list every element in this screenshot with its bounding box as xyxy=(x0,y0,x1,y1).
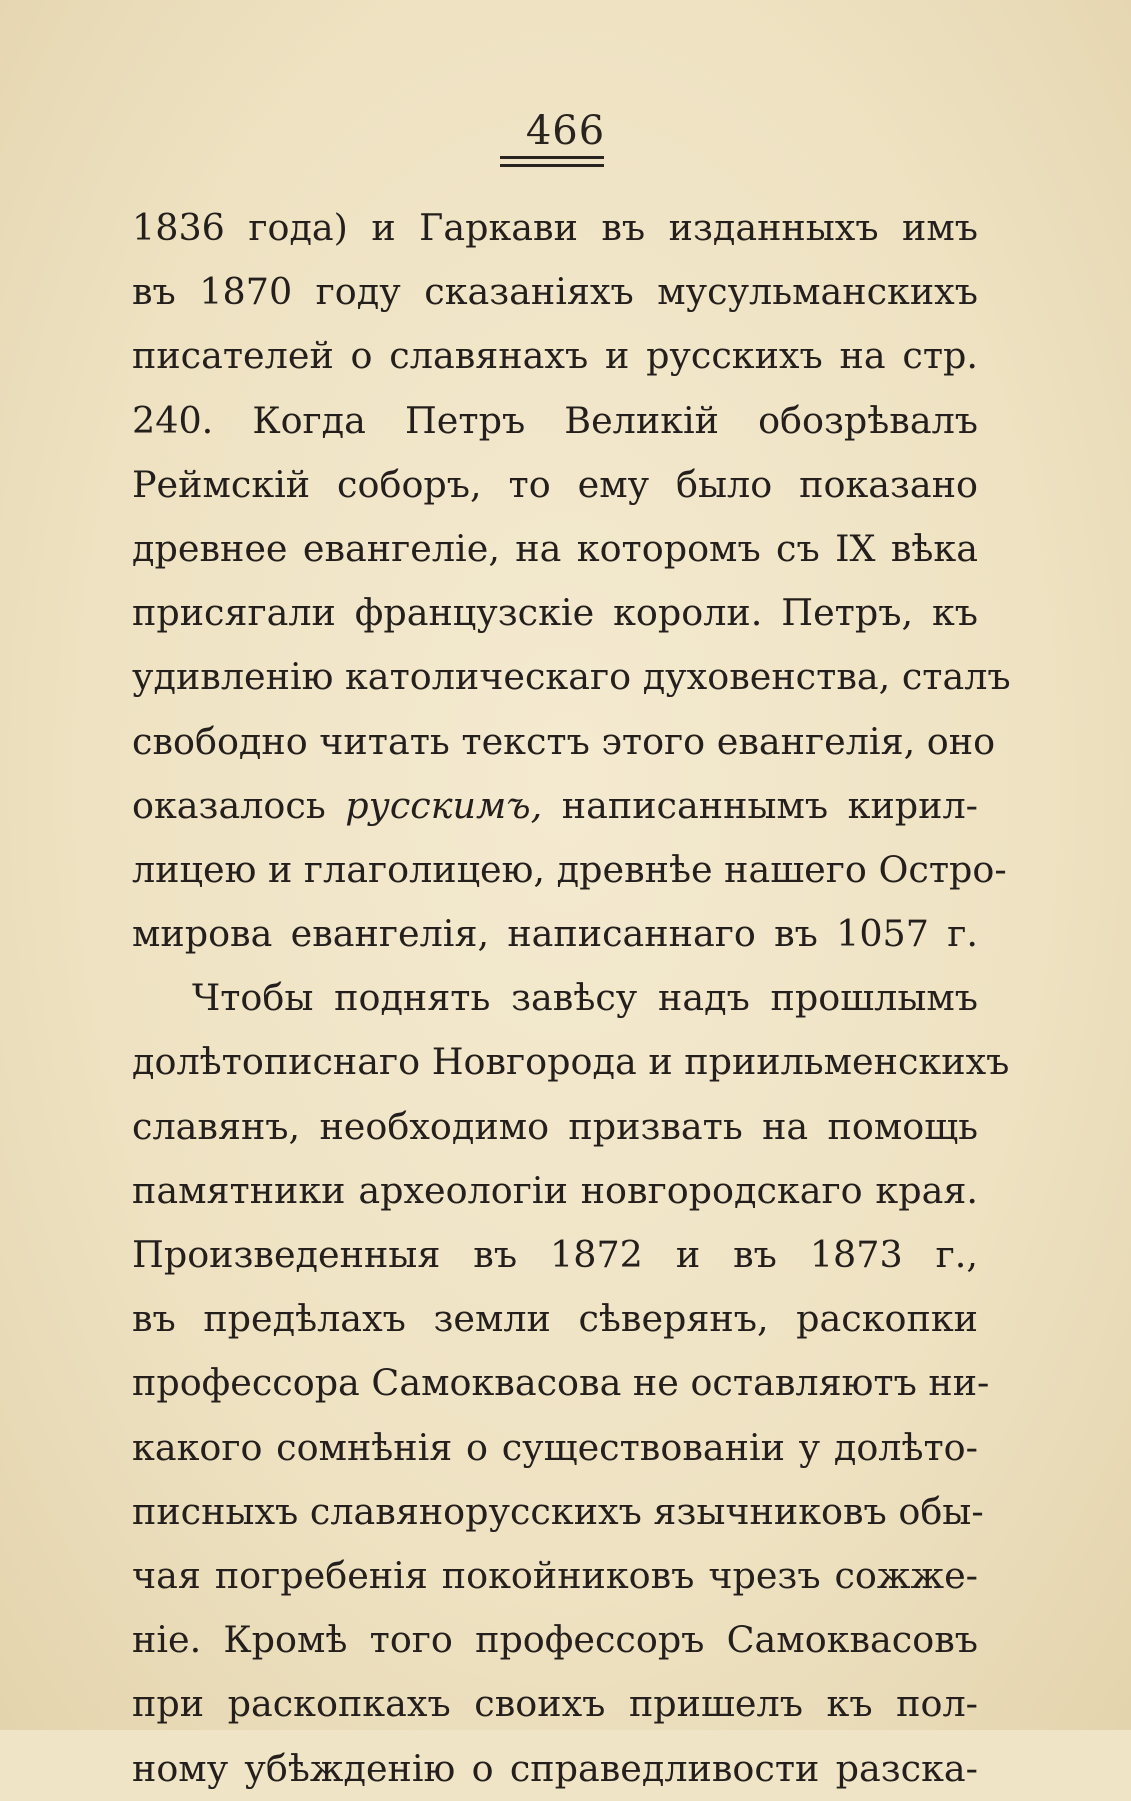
text-line: памятники археологіи новгородскаго края. xyxy=(132,1168,978,1212)
text-line: долѣтописнаго Новгорода и приильменскихъ xyxy=(132,1040,1010,1084)
text-line: славянъ, необходимо призвать на помощь xyxy=(132,1104,978,1148)
text-line: писателей о славянахъ и русскихъ на стр. xyxy=(132,334,978,378)
text-line-with-emphasis xyxy=(132,774,978,838)
text-line: въ предѣлахъ земли сѣверянъ, раскопки xyxy=(132,1297,978,1341)
paragraph-start-line: Чтобы поднять завѣсу надъ прошлымъ xyxy=(192,976,978,1020)
text-line: какого сомнѣнія о существованіи у долѣто- xyxy=(132,1425,978,1469)
text-line: древнее евангеліе, на которомъ съ IX вѣка xyxy=(132,526,978,570)
text-line: лицею и глаголицею, древнѣе нашего Остро- xyxy=(132,847,1007,891)
emphasized-word: русскимъ, xyxy=(345,783,543,827)
text-line: ніе. Кромѣ того профессоръ Самоквасовъ xyxy=(132,1618,978,1662)
header-rule xyxy=(500,164,604,167)
text-line: профессора Самоквасова не оставляютъ ни- xyxy=(132,1361,990,1405)
text-segment: написаннымъ кирил- xyxy=(542,783,978,827)
text-line: ному убѣжденію о справедливости разска- xyxy=(132,1746,978,1790)
text-line: Произведенныя въ 1872 и въ 1873 г., xyxy=(132,1233,978,1276)
text-line: присягали французскіе короли. Петръ, къ xyxy=(132,591,978,635)
text-line: удивленію католическаго духовенства, сталъ xyxy=(132,655,1011,699)
text-line: 240. Когда Петръ Великій обозрѣвалъ xyxy=(132,398,978,442)
text-line: чая погребенія покойниковъ чрезъ сожже- xyxy=(132,1553,978,1597)
text-line: при раскопкахъ своихъ пришелъ къ пол- xyxy=(132,1682,978,1726)
text-line: въ 1870 году сказаніяхъ мусульманскихъ xyxy=(132,270,978,314)
text-line: свободно читать текстъ этого евангелія, оно xyxy=(132,719,996,763)
text-line: 1836 года) и Гаркави въ изданныхъ имъ xyxy=(132,206,978,249)
page-number: 466 xyxy=(525,108,606,154)
text-line: мирова евангелія, написаннаго въ 1057 г. xyxy=(132,912,978,956)
body-text xyxy=(132,196,1011,1801)
header-rule xyxy=(500,156,604,159)
text-segment: оказалось xyxy=(132,783,346,827)
text-line: писныхъ славянорусскихъ язычниковъ обы- xyxy=(132,1489,984,1533)
text-line: Реймскій соборъ, то ему было показано xyxy=(132,462,978,506)
